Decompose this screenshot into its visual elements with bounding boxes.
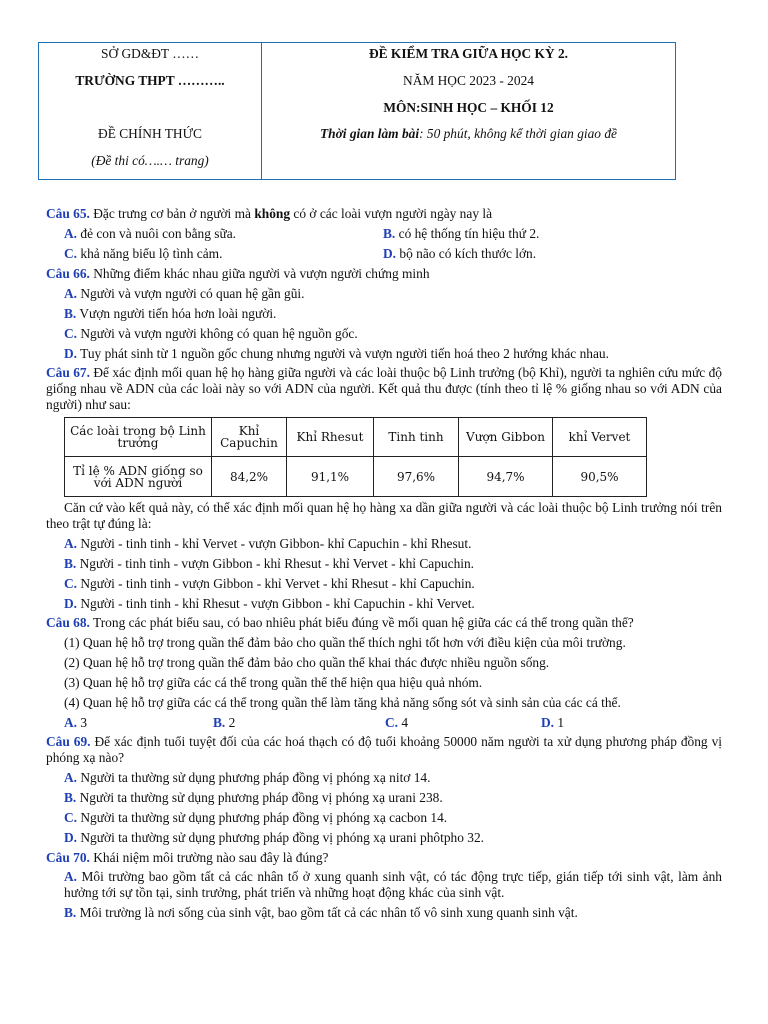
question-stem — [46, 205, 722, 222]
option-text: 4 — [398, 715, 409, 730]
table-header-cell: Khỉ Rhesut — [287, 418, 374, 457]
option-label: B. — [213, 715, 226, 730]
time-label: Thời gian làm bài — [319, 126, 420, 141]
option-c — [46, 575, 722, 592]
time-info — [262, 127, 675, 140]
option-row — [46, 714, 722, 731]
option-label: D. — [383, 246, 397, 261]
option-text: có hệ thống tín hiệu thứ 2. — [395, 226, 540, 241]
question-number: Câu 66. — [46, 266, 90, 281]
option-d — [46, 595, 722, 612]
option-b — [46, 904, 722, 921]
table-header-cell: Tinh tinh — [374, 418, 459, 457]
option-b — [46, 789, 722, 806]
option-text: Người ta thường sử dụng phương pháp đồng vị phóng xạ cacbon 14. — [77, 810, 448, 825]
exam-header — [38, 42, 676, 180]
option-text: 2 — [225, 715, 236, 730]
option-text: Người ta thường sử dụng phương pháp đồng vị phóng xạ nitơ 14. — [77, 770, 431, 785]
option-text: Người ta thường sử dụng phương pháp đồng vị phóng xạ urani phôtpho 32. — [77, 830, 484, 845]
statement-3: (3) Quan hệ hỗ trợ giữa các cá thể trong quần thể thể hiện qua hiệu quả nhóm. — [64, 675, 483, 690]
school-year: NĂM HỌC 2023 - 2024 — [403, 73, 534, 88]
option-c — [64, 245, 383, 262]
option-label: B. — [64, 790, 77, 805]
table-cell: 97,6% — [374, 457, 459, 497]
option-text: Người - tinh tinh - vượn Gibbon - khỉ Vervet - khỉ Rhesut - khỉ Capuchin. — [77, 576, 475, 591]
option-label: A. — [64, 226, 78, 241]
option-label: D. — [64, 346, 78, 361]
stem-text: Để xác định tuổi tuyệt đối của các hoá thạch có độ tuổi khoảng 50000 năm người ta xử dụng phương pháp đồng vị phóng xạ nào? — [46, 734, 722, 765]
statement-2: (2) Quan hệ hỗ trợ trong quần thể đảm bảo cho quần thể khai thác được nhiều nguồn sống. — [64, 655, 550, 670]
option-label: B. — [64, 905, 77, 920]
option-c — [46, 325, 722, 342]
option-text: Người ta thường sử dụng phương pháp đồng vị phóng xạ urani 238. — [76, 790, 443, 805]
option-text: Người và vượn người không có quan hệ nguồn gốc. — [77, 326, 358, 341]
option-label: C. — [64, 246, 78, 261]
option-label: D. — [64, 830, 78, 845]
header-right — [262, 43, 675, 179]
option-a — [64, 714, 213, 731]
option-label: A. — [64, 715, 78, 730]
table-cell: Tỉ lệ % ADN giống so với ADN người — [65, 457, 212, 497]
table-cell: 84,2% — [212, 457, 287, 497]
question-stem — [46, 734, 722, 766]
question-stem — [46, 265, 722, 282]
option-c — [46, 809, 722, 826]
official-label: ĐỀ CHÍNH THỨC — [98, 126, 202, 141]
question-68 — [46, 615, 722, 731]
option-text: Môi trường bao gồm tất cả các nhân tố ở xung quanh sinh vật, có tác động trực tiếp, gián tiếp tới sinh vật, làm ảnh hưởng tới sự tồn tại, sinh trưởng, phát triển và những hoạt động khác của sinh vật. — [64, 869, 722, 900]
option-text: Người - tinh tinh - khỉ Vervet - vượn Gibbon- khỉ Capuchin - khỉ Rhesut. — [77, 536, 472, 551]
table-cell: 91,1% — [287, 457, 374, 497]
stem-text: Trong các phát biểu sau, có bao nhiêu phát biểu đúng về mối quan hệ giữa các cá thể trong quần thể? — [89, 615, 634, 630]
question-stem — [46, 615, 722, 631]
option-text: Người - tinh tinh - vượn Gibbon - khỉ Rhesut - khỉ Vervet - khỉ Capuchin. — [76, 556, 475, 571]
option-text: Tuy phát sinh từ 1 nguồn gốc chung nhưng người và vượn người tiến hoá theo 2 hướng khác nhau. — [77, 346, 609, 361]
option-text: 1 — [554, 715, 565, 730]
table-header-cell: khỉ Vervet — [553, 418, 647, 457]
option-label: D. — [541, 715, 555, 730]
option-text: 3 — [77, 715, 88, 730]
option-a — [46, 769, 722, 786]
option-label: C. — [64, 576, 78, 591]
option-d — [383, 245, 536, 262]
statement-4: (4) Quan hệ hỗ trợ giữa các cá thể trong quần thể làm tăng khả năng sống sót và sinh sản của các cá thể. — [64, 695, 621, 710]
stem-text: có ở các loài vượn người ngày nay là — [290, 206, 493, 221]
option-label: A. — [64, 869, 78, 884]
option-text: Vượn người tiến hóa hơn loài người. — [76, 306, 277, 321]
option-d — [46, 829, 722, 846]
stem-text: Những điểm khác nhau giữa người và vượn người chứng minh — [89, 266, 430, 281]
option-a — [46, 285, 722, 302]
question-69 — [46, 734, 722, 846]
question-followup: Căn cứ vào kết quả này, có thể xác định mối quan hệ họ hàng xa dần giữa người và các loài thuộc bộ Linh trưởng nói trên theo trật tự đúng là: — [46, 500, 722, 531]
question-70 — [46, 849, 722, 921]
questions — [46, 205, 722, 921]
option-label: D. — [64, 596, 78, 611]
option-d — [541, 714, 564, 731]
option-label: A. — [64, 770, 78, 785]
page-count: (Đề thi có….… trang) — [91, 153, 209, 168]
option-a — [64, 225, 383, 242]
option-label: C. — [385, 715, 399, 730]
option-b — [383, 225, 539, 242]
question-number: Câu 67. — [46, 365, 90, 380]
question-66 — [46, 265, 722, 362]
question-stem — [46, 849, 722, 866]
question-number: Câu 65. — [46, 206, 90, 221]
option-row — [46, 225, 722, 242]
subject: MÔN:SINH HỌC – KHỐI 12 — [383, 100, 554, 115]
option-text: khả năng biểu lộ tình cảm. — [77, 246, 223, 261]
option-b — [213, 714, 385, 731]
option-label: B. — [64, 306, 77, 321]
option-text: Người - tinh tinh - khỉ Rhesut - vượn Gibbon - khỉ Capuchin - khỉ Vervet. — [77, 596, 475, 611]
question-number: Câu 68. — [46, 615, 90, 630]
option-label: B. — [64, 556, 77, 571]
question-number: Câu 70. — [46, 850, 90, 865]
question-65 — [46, 205, 722, 262]
table-header-cell: Khỉ Capuchin — [212, 418, 287, 457]
option-c — [385, 714, 541, 731]
question-stem — [46, 365, 722, 413]
option-b — [46, 555, 722, 572]
table-row — [65, 457, 647, 497]
department-name: SỞ GD&ĐT …… — [101, 46, 199, 61]
question-number: Câu 69. — [46, 734, 91, 749]
option-row — [46, 245, 722, 262]
table-cell: 94,7% — [459, 457, 553, 497]
option-label: A. — [64, 536, 78, 551]
school-name: TRƯỜNG THPT ……….. — [75, 73, 225, 88]
question-67 — [46, 365, 722, 612]
option-label: C. — [64, 326, 78, 341]
option-text: đẻ con và nuôi con bằng sữa. — [77, 226, 237, 241]
table-header-cell: Các loài trong bộ Linh trưởng — [65, 418, 212, 457]
option-label: B. — [383, 226, 396, 241]
option-a — [46, 535, 722, 552]
option-d — [46, 345, 722, 362]
stem-emphasis: không — [254, 206, 291, 221]
time-value: : 50 phút, không kể thời gian giao đề — [419, 126, 617, 141]
option-text: bộ não có kích thước lớn. — [396, 246, 537, 261]
stem-text: Để xác định mối quan hệ họ hàng giữa người và các loài thuộc bộ Linh trưởng (bộ Khỉ), người ta nghiên cứu mức độ giống nhau về ADN của các loài này so với ADN của người. Kết quả thu được (tính theo tỉ lệ % giống nhau so với ADN của người) như sau: — [46, 365, 722, 412]
dna-similarity-table — [64, 417, 647, 497]
stem-text: Khái niệm môi trường nào sau đây là đúng? — [89, 850, 329, 865]
stem-text: Đặc trưng cơ bản ở người mà — [89, 206, 255, 221]
option-text: Môi trường là nơi sống của sinh vật, bao gồm tất cả các nhân tố vô sinh xung quanh sinh vật. — [76, 905, 578, 920]
statement-1: (1) Quan hệ hỗ trợ trong quần thể đảm bảo cho quần thể thích nghi tốt hơn với điều kiện của môi trường. — [64, 635, 626, 650]
table-header-cell: Vượn Gibbon — [459, 418, 553, 457]
header-left — [39, 43, 262, 179]
option-b — [46, 305, 722, 322]
table-header-row — [65, 418, 647, 457]
exam-title: ĐỀ KIỂM TRA GIỮA HỌC KỲ 2. — [368, 46, 569, 61]
option-label: A. — [64, 286, 78, 301]
option-a — [46, 869, 722, 901]
table-cell: 90,5% — [553, 457, 647, 497]
option-label: C. — [64, 810, 78, 825]
option-text: Người và vượn người có quan hệ gần gũi. — [77, 286, 305, 301]
